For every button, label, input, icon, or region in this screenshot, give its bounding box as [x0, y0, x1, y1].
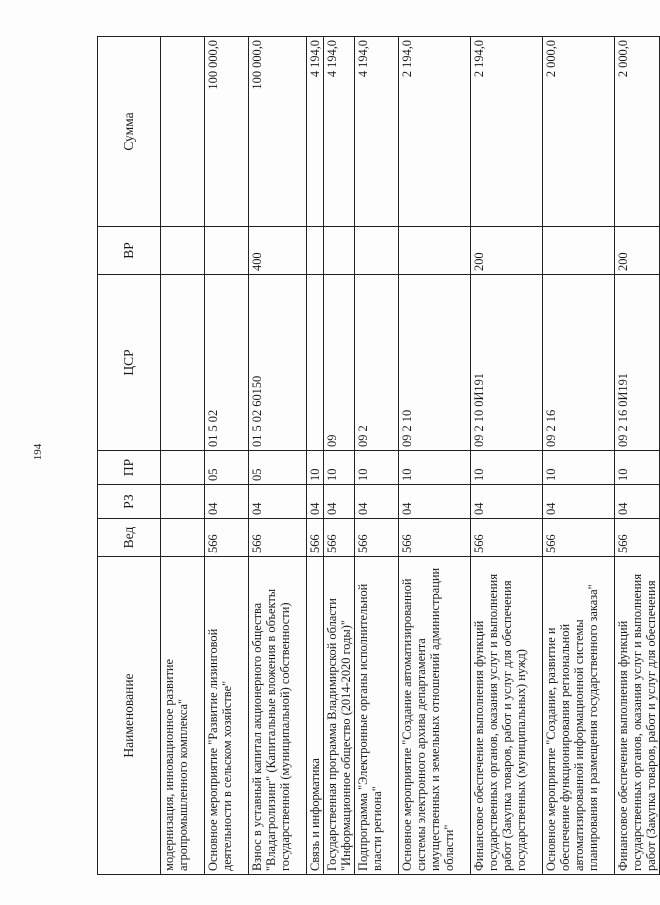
row-ved: 566 [324, 519, 355, 557]
row-pr: 10 [543, 451, 615, 485]
row-name: Основное мероприятие "Развитие лизинговой деятельности в сельском хозяйстве" [205, 557, 249, 875]
row-sum: 4 194,0 [307, 37, 324, 227]
header-name: Наименование [98, 557, 161, 875]
row-rz: 04 [307, 485, 324, 519]
row-rz: 04 [205, 485, 249, 519]
row-vr [355, 227, 399, 275]
row-name: Государственная программа Владимирской области "Информационное общество (2014-2020 годы)" [324, 557, 355, 875]
row-name: Основное мероприятие "Создание автоматизированной системы электронного архива департамента имущественных и земельных отношений администрации области" [399, 557, 471, 875]
row-rz: 04 [615, 485, 660, 519]
row-sum: 4 194,0 [324, 37, 355, 227]
row-name: Финансовое обеспечение выполнения функций государственных органов, оказания услуг и выполнения работ (Закупка товаров, работ и услуг для обеспечения государственных (муниципальных) нужд) [471, 557, 543, 875]
row-ved: 566 [615, 519, 660, 557]
row-vr [399, 227, 471, 275]
row-name: Подпрограмма "Электронные органы исполнительной власти региона" [355, 557, 399, 875]
table-row [249, 37, 307, 875]
row-rz: 04 [324, 485, 355, 519]
page-number: 194 [32, 443, 44, 461]
header-pr: ПР [98, 451, 161, 485]
header-rz: РЗ [98, 485, 161, 519]
row-vr [205, 227, 249, 275]
row-rz [161, 485, 205, 519]
row-pr: 10 [324, 451, 355, 485]
row-vr: 400 [249, 227, 307, 275]
row-sum: 2 000,0 [615, 37, 660, 227]
row-csr: 01 5 02 60150 [249, 275, 307, 451]
row-sum: 2 194,0 [471, 37, 543, 227]
row-name: Связь и информатика [307, 557, 324, 875]
row-name: Финансовое обеспечение выполнения функций государственных органов, оказания услуг и выполнения работ (Закупка товаров, работ и услуг для обеспечения [615, 557, 660, 875]
table-row [615, 37, 660, 875]
row-ved: 566 [249, 519, 307, 557]
row-csr: 01 5 02 [205, 275, 249, 451]
row-csr: 09 2 [355, 275, 399, 451]
row-csr [161, 275, 205, 451]
row-csr: 09 [324, 275, 355, 451]
row-vr [161, 227, 205, 275]
row-rz: 04 [355, 485, 399, 519]
table-row [543, 37, 615, 875]
row-pr: 10 [615, 451, 660, 485]
row-sum: 4 194,0 [355, 37, 399, 227]
header-row [98, 37, 161, 875]
row-vr: 200 [471, 227, 543, 275]
row-pr: 05 [249, 451, 307, 485]
row-ved: 566 [205, 519, 249, 557]
row-pr: 05 [205, 451, 249, 485]
table-row [205, 37, 249, 875]
row-sum: 100 000,0 [205, 37, 249, 227]
row-sum [161, 37, 205, 227]
table-row [471, 37, 543, 875]
row-csr: 09 2 16 0И191 [615, 275, 660, 451]
row-sum: 2 194,0 [399, 37, 471, 227]
row-name: Взнос в уставный капитал акционерного общества "Владагролизинг" (Капитальные вложения в объекты государственной (муниципальной) собственности) [249, 557, 307, 875]
row-csr: 09 2 16 [543, 275, 615, 451]
row-rz: 04 [471, 485, 543, 519]
header-vr: ВР [98, 227, 161, 275]
row-pr: 10 [355, 451, 399, 485]
table-row [161, 37, 205, 875]
table-row [307, 37, 324, 875]
row-vr: 200 [615, 227, 660, 275]
row-ved: 566 [355, 519, 399, 557]
row-vr [543, 227, 615, 275]
row-vr [324, 227, 355, 275]
table-row [324, 37, 355, 875]
row-ved: 566 [471, 519, 543, 557]
row-pr: 10 [399, 451, 471, 485]
row-ved [161, 519, 205, 557]
header-ved: Вед [98, 519, 161, 557]
row-ved: 566 [543, 519, 615, 557]
row-csr: 09 2 10 0И191 [471, 275, 543, 451]
row-ved: 566 [399, 519, 471, 557]
row-name: модернизация, инновационное развитие агропромышленного комплекса" [161, 557, 205, 875]
row-pr: 10 [471, 451, 543, 485]
row-rz: 04 [399, 485, 471, 519]
header-csr: ЦСР [98, 275, 161, 451]
row-sum: 100 000,0 [249, 37, 307, 227]
table-row [355, 37, 399, 875]
row-csr: 09 2 10 [399, 275, 471, 451]
header-sum: Сумма [98, 37, 161, 227]
row-ved: 566 [307, 519, 324, 557]
row-name: Основное мероприятие "Создание, развитие и обеспечение функционирования региональной автоматизированной информационной системы планирования и размещения государственного заказа" [543, 557, 615, 875]
row-rz: 04 [249, 485, 307, 519]
row-csr [307, 275, 324, 451]
row-rz: 04 [543, 485, 615, 519]
row-pr: 10 [307, 451, 324, 485]
row-vr [307, 227, 324, 275]
rotated-page-content [97, 37, 658, 875]
table-row [399, 37, 471, 875]
budget-table [97, 36, 660, 875]
row-pr [161, 451, 205, 485]
row-sum: 2 000,0 [543, 37, 615, 227]
